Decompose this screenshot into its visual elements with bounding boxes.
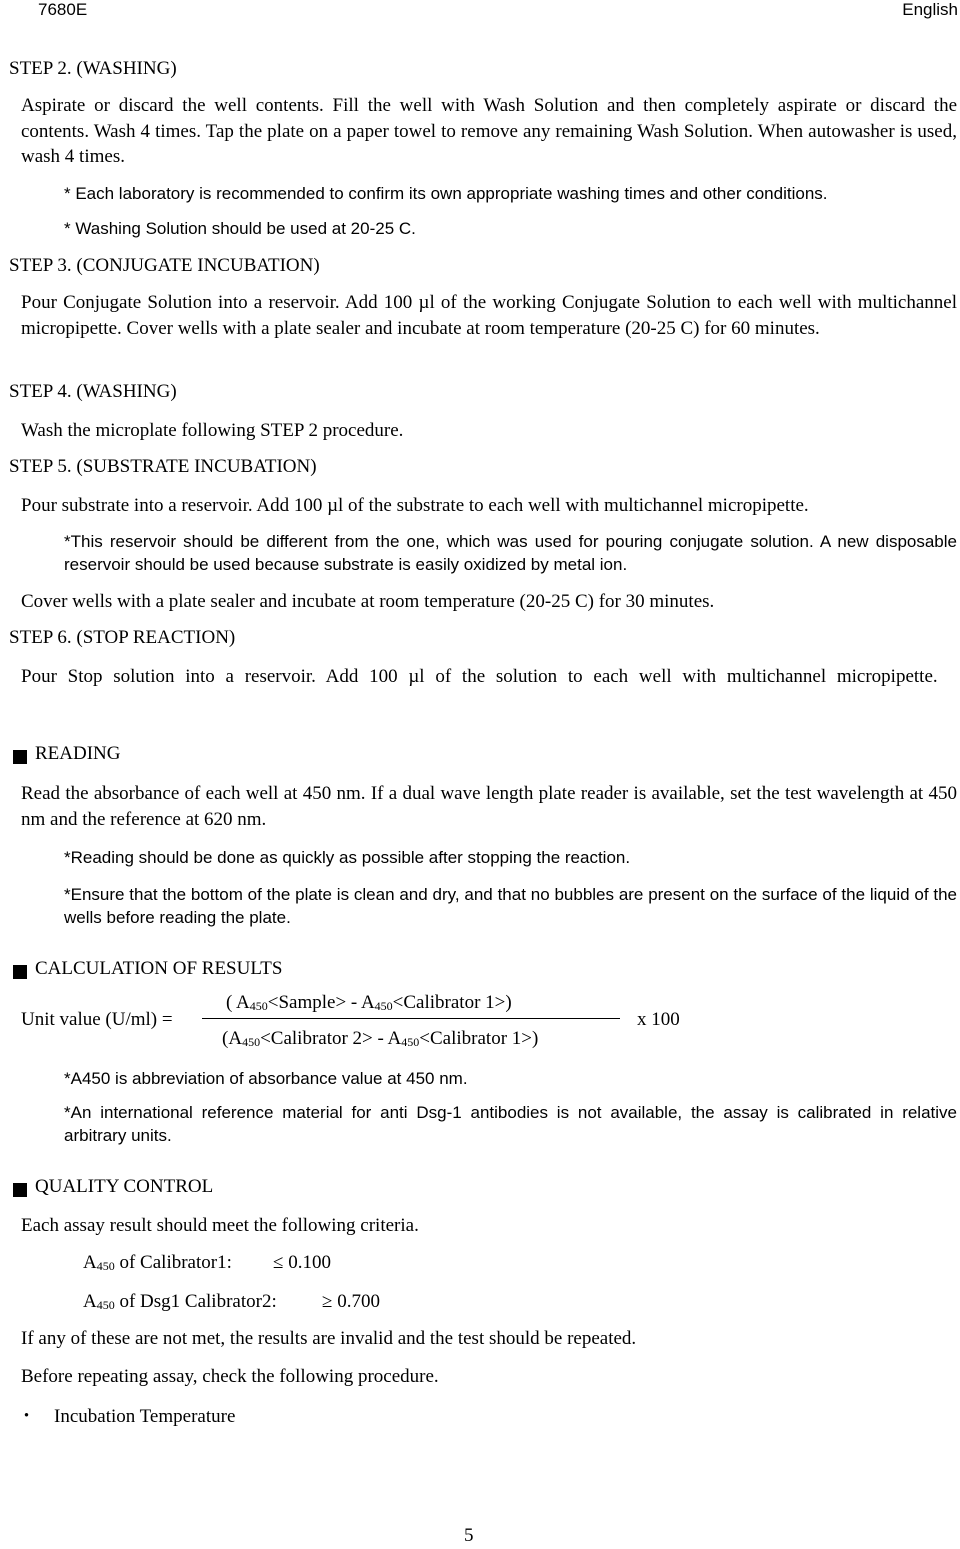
formula-numerator: ( $A_{450}<Sample>$ - $A_{450}<Calibrator$ 1>) (226, 992, 512, 1013)
formula-denominator: ($A_{450}<Calibrator$ $2> - A_{450}<Calibrator$ 1>) (222, 1028, 539, 1049)
step4-body: Wash the microplate following STEP 2 procedure. (21, 420, 404, 441)
reading-note-1: *Reading should be done as quickly as possible after stopping the reaction. (64, 848, 631, 867)
calculation-note-1: *A450 is abbreviation of absorbance value at 450 nm. (64, 1069, 468, 1088)
step6-body: Pour Stop solution into a reservoir. Add 100 µl of the solution to each well with multichannel micropipette. (21, 666, 938, 687)
criterion-calibrator1-value: ≤ 0.100 (273, 1252, 331, 1273)
step5-note: *This reservoir should be different from the one, which was used for pouring conjugate solution. A new disposable reservoir should be used because substrate is easily oxidized by metal ion. (64, 532, 957, 574)
quality-square-icon (13, 1181, 27, 1199)
quality-heading: QUALITY CONTROL (35, 1176, 214, 1197)
step2-body: Aspirate or discard the well contents. Fill the well with Wash Solution and then completely aspirate or discard the contents. Wash 4 times. Tap the plate on a paper towel to remove any remaining Wash Solution. When autowasher is used, wash 4 times. (21, 95, 957, 167)
quality-intro: Each assay result should meet the following criteria. (21, 1215, 419, 1236)
doc-code: 7680E (38, 0, 88, 19)
check-item-incubation-temperature: Incubation Temperature (54, 1406, 236, 1427)
bullet-icon: ・ (17, 1406, 37, 1427)
step3-heading: STEP 3. (CONJUGATE INCUBATION) (9, 255, 320, 276)
calculation-note-2: *An international reference material for anti Dsg-1 antibodies is not available, the assay is calibrated in relative arbitrary units. (64, 1103, 957, 1145)
calculation-square-icon (13, 963, 27, 981)
language-label: English (902, 0, 958, 19)
quality-before-text: Before repeating assay, check the following procedure. (21, 1366, 439, 1387)
page-number: 5 (464, 1525, 474, 1546)
fraction-bar (202, 1018, 620, 1019)
step6-heading: STEP 6. (STOP REACTION) (9, 627, 236, 648)
step5-body: Pour substrate into a reservoir. Add 100 µl of the substrate to each well with multichannel micropipette. (21, 495, 809, 516)
reading-square-icon (13, 748, 27, 766)
reading-heading: READING (35, 743, 121, 764)
step5-heading: STEP 5. (SUBSTRATE INCUBATION) (9, 456, 317, 477)
criterion-calibrator2-value: ≥ 0.700 (322, 1291, 380, 1312)
step4-heading: STEP 4. (WASHING) (9, 381, 177, 402)
reading-note-2: *Ensure that the bottom of the plate is clean and dry, and that no bubbles are present on the surface of the liquid of the wells before reading the plate. (64, 885, 957, 927)
criterion-calibrator1: $A_{450}$ of Calibrator1: (83, 1252, 232, 1273)
step3-body: Pour Conjugate Solution into a reservoir. Add 100 µl of the working Conjugate Solution to each well with multichannel micropipette. Cover wells with a plate sealer and incubate at room temperature (20-25 C) for 60 minutes. (21, 292, 957, 339)
step2-note-2: * Washing Solution should be used at 20-25 C. (64, 219, 416, 238)
formula-lhs: Unit value (U/ml) = (21, 1009, 173, 1030)
reading-body: Read the absorbance of each well at 450 nm. If a dual wave length plate reader is available, set the test wavelength at 450 nm and the reference at 620 nm. (21, 783, 957, 830)
step5-body-2: Cover wells with a plate sealer and incubate at room temperature (20-25 C) for 30 minutes. (21, 591, 715, 612)
formula-multiplier: x 100 (637, 1009, 680, 1030)
quality-invalid-text: If any of these are not met, the results are invalid and the test should be repeated. (21, 1328, 637, 1349)
step2-note-1: * Each laboratory is recommended to confirm its own appropriate washing times and other conditions. (64, 184, 828, 203)
step2-heading: STEP 2. (WASHING) (9, 58, 177, 79)
calculation-heading: CALCULATION OF RESULTS (35, 958, 283, 979)
criterion-calibrator2: $A_{450}$ of Dsg1 Calibrator2: (83, 1291, 277, 1312)
